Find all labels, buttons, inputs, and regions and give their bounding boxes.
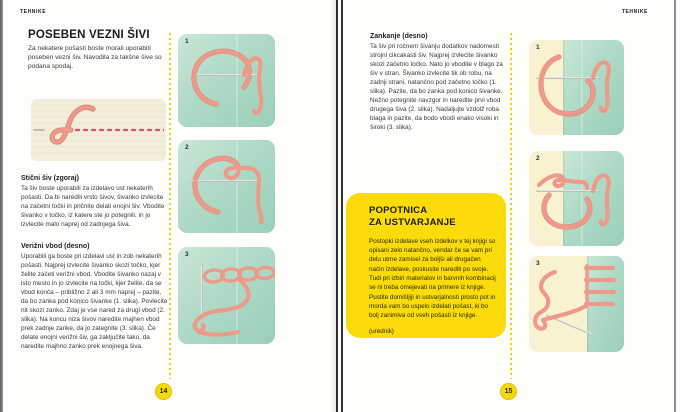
running-stitch-swatch-illustration <box>31 99 166 161</box>
page-title: POSEBEN VEZNI ŠIVI <box>28 29 150 41</box>
figure-number: 1 <box>185 38 189 45</box>
figure-number: 2 <box>185 144 189 151</box>
callout-signature: (urednik) <box>369 327 394 335</box>
yellow-dotted-divider <box>510 33 512 379</box>
figure-panel-blanket-step3 <box>529 256 624 352</box>
section-heading: Stični šiv (zgoraj) <box>21 175 79 182</box>
section-heading: Zankanje (desno) <box>370 33 428 40</box>
figure-panel-chain-step1 <box>178 34 275 127</box>
blanket-stitch-step2-graphic <box>529 151 624 246</box>
figure-panel-chain-step2 <box>178 140 275 233</box>
section-body: Uporabili ga boste pri izdelavi ust in zob nekaterih pošasti. Najprej izvlecite šivanko skozi točko, kjer želite začeti verižni vbod. Vbodite šivanko nazaj v isto mesto in jo izvlecite na točki, kjer želite, da se vbod konča – približno 2 ali 3 mm naprej – pazite, da bo zanka pod konico šivanke (1. slika). Povlecite nit skozi zanko. Zdaj je vse nared za drugi vbod (2. slika). Na koncu niza šivov naredite majhen vbod prek zadnje zanke, da jo zategnite (3. slika). Če delate enojni verižni šiv, ga zaključite tako, da naredite majhno zanko prek enojnega šiva. <box>21 253 168 350</box>
callout-title-line1: POPOTNICA <box>369 205 428 216</box>
fabric-fold-highlight <box>581 151 583 246</box>
fabric-fold-highlight <box>581 40 583 135</box>
book-left-edge <box>0 0 3 412</box>
fabric-edge-shadow <box>563 40 564 135</box>
fabric-front <box>563 151 624 246</box>
callout-title-line2: ZA USTVARJANJE <box>369 217 456 229</box>
figure-panel-blanket-step2 <box>529 151 624 246</box>
section-body: Ta šiv pri ročnem šivanju dodatkov nadomesti strojni cikcakasti šiv. Najprej izvlecite šivanko skozi začetno točko. Nato jo vbodite v blago za šiv v stran. Šivanko izvlecite tik ob robu, na zadnji strani, natančno pod začetno točko (1. slika). Pazite, da bo zanka pod konico šivanke. Nežno potegnite navzgor in naredite prvi vbod drugega šiva (2. slika). Nadaljujte vzdolž roba blaga in pazite, da bodo vbodi enako visoki in široki (3. slika). <box>370 43 503 131</box>
blanket-stitch-step1-graphic <box>529 40 624 135</box>
fabric-background <box>31 99 166 161</box>
blanket-stitch-step3-graphic <box>529 256 624 352</box>
figure-panel-blanket-step1 <box>529 40 624 135</box>
book-gutter-line <box>336 0 338 412</box>
callout-body: Postopki izdelave vseh izdelkov v tej knjigi so opisani zelo natančno, vendar če se vam pri delu utrne zamisel za boljši ali drugačen način izdelave, poskusite narediti po svoje. Tudi pri izbiri materialov in barvnih kombinacij se ni treba omejevati na primere iz knjige. Pustite domišljiji in ustvarjalnosti prosto pot in morda vam bo uspelo izdelati pošast, ki bo bolj zanimiva od vseh pošasti iz knjige. <box>369 237 496 320</box>
page-number: 15 <box>504 388 513 395</box>
editor-note-callout <box>346 193 506 338</box>
figure-number: 3 <box>536 260 540 267</box>
running-header-left: TEHNIKE <box>20 9 47 15</box>
yellow-dotted-divider <box>169 33 171 379</box>
fabric-fold-highlight <box>236 140 238 233</box>
figure-number: 1 <box>536 44 540 51</box>
book-gutter-line <box>341 0 343 412</box>
figure-panel-chain-step3 <box>178 247 275 344</box>
section-body: Ta šiv boste uporabili za izdelavo ust nekaterih pošasti. Da bi naredili vrsto šivov, šivanko izvlecite na začetni točki in pričnite delati enojni šiv. Vbodite šivanko v točko, iz katere ste jo potegnili, in jo izvlecite malo naprej od zadnjega šiva. <box>21 185 165 228</box>
running-stitch-graphic <box>31 99 166 161</box>
fabric-fold-highlight <box>236 247 238 344</box>
chain-stitch-step1-graphic <box>178 34 275 127</box>
callout-title <box>369 205 490 230</box>
figure-number: 2 <box>536 155 540 162</box>
page-number: 14 <box>159 388 168 395</box>
intro-paragraph: Za nekatere pošasti boste morali uporabiti poseben vezni šiv. Navodila za takšne šive so podana spodaj. <box>28 45 162 70</box>
panel-background <box>178 247 275 344</box>
book-right-edge <box>674 0 676 412</box>
fabric-fold-highlight <box>236 34 238 127</box>
chain-stitch-step3-graphic <box>178 247 275 344</box>
page-number-badge <box>155 383 172 400</box>
figure-number: 3 <box>185 251 189 258</box>
fabric-edge-shadow <box>563 151 564 246</box>
page-number-badge <box>500 383 517 400</box>
running-header-right: TEHNIKE <box>621 9 648 15</box>
chain-stitch-step2-graphic <box>178 140 275 233</box>
section-heading: Verižni vbod (desno) <box>21 243 90 250</box>
